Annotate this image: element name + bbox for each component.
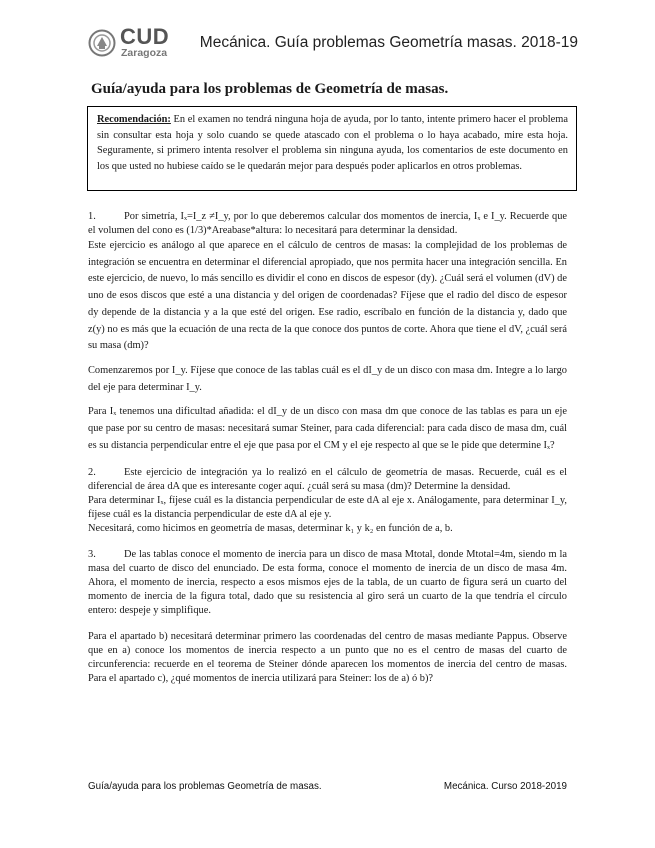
logo-subtitle: Zaragoza	[121, 47, 168, 59]
recommendation-box	[87, 106, 577, 191]
problem-2-intro	[88, 466, 567, 494]
problem-1-paragraph: Este ejercicio es análogo al que aparece en el cálculo de centros de masas: la complejidad de los problemas de integración se encuentra en determinar el diferencial apropiado, que nos permita hacer una integración sencilla. En este ejercicio, de nuevo, lo más sencillo es dividir el cono en discos de espesor (dy). ¿Cuál será el volumen (dV) de uno de esos discos que esté a una distancia y del origen de coordenadas? Fíjese que el radio del disco de espesor dy depende de la distancia y a la que esté del origen. Ese radio, escríbalo en función de la distancia y, dado que z(y) no es más que la ecuación de una recta de la que conoce dos puntos de corte. Ahora que tiene el dV, ¿cuál será su masa (dm)?	[88, 240, 567, 352]
problem-1-intro-text: Por simetría, Iₓ=I_z ≠I_y, por lo que deberemos calcular dos momentos de inercia, Iₓ e I_y. Recuerde que el volumen del cono es (1/3)*Areabase*altura: lo necesitará para determinar la densidad.	[88, 211, 567, 236]
problem-3-intro	[88, 548, 567, 618]
document-body	[88, 210, 567, 686]
university-seal-icon	[88, 29, 116, 57]
problem-number: 3.	[88, 549, 96, 561]
recommendation-text: En el examen no tendrá ninguna hoja de ayuda, por lo tanto, intente primero hacer el problema sin consultar esta hoja y solo cuando se quede atascado con el problema o lo haya acabado, mire esta hoja. Seguramente, si primero intenta resolver el problema sin ninguna ayuda, los comentarios de este documento en los que usted no hubiese caído se le quedarán mejor para después poder aplicarlos en otros problemas.	[97, 114, 568, 172]
problem-1-paragraph: Comenzaremos por I_y. Fíjese que conoce de las tablas cuál es el dI_y de un disco con masa dm. Integre a lo largo del eje para determinar I_y.	[88, 364, 567, 393]
problem-2-line: Para determinar Iₓ, fíjese cuál es la distancia perpendicular de este dA al eje x. Análogamente, para determinar I_y, fíjese cuál es la distancia perpendicular de este dA al eje y.	[88, 495, 567, 521]
problem-2-line: Necesitará, como hicimos en geometría de masas, determinar k₁ y k₂ en función de a, b.	[88, 523, 453, 535]
recommendation-label: Recomendación:	[97, 114, 171, 125]
cud-logo	[88, 26, 178, 62]
page-header	[88, 26, 578, 62]
problem-3-intro-text: De las tablas conoce el momento de inercia para un disco de masa Mtotal, donde Mtotal=4m, siendo m la masa del cuarto de disco del enunciado. De esta forma, conoce el momento de inercia de un disco de masa 4m. Ahora, el momento de inercia, respecto a esos mismos ejes de la tabla, de un cuarto de figura será un cuarto del momento de inercia de la figura total, dado que su resistencia al giro será un cuarto de la que tendría el círculo entero: despeje y simplifique.	[88, 549, 567, 617]
problem-2-intro-text: Este ejercicio de integración ya lo realizó en el cálculo de geometría de masas. Recuerde, cuál es el diferencial de área dA que es interesante coger aquí. ¿cuál será su masa (dm)? Determine la densidad.	[88, 467, 567, 493]
problem-number: 1.	[88, 211, 96, 222]
problem-3-paragraph: Para el apartado b) necesitará determinar primero las coordenadas del centro de masas mediante Pappus. Observe que en a) conoce los momentos de inercia respecto a un punto que no es el centro de masas del cuarto de circunferencia: recuerde en el teorema de Steiner dónde aparecen los momentos de inercia del centro de masas. Para el apartado c), ¿qué momentos de inercia utilizará para Steiner: los de a) ó b)?	[88, 631, 567, 685]
logo-wordmark: CUD	[120, 24, 170, 49]
problem-1-paragraph: Para Iₓ tenemos una dificultad añadida: el dI_y de un disco con masa dm que conoce de las tablas es para un eje que pase por su centro de masas: necesitará sumar Steiner, para cada diferencial: para cada disco de masa dm, cuál es su distancia perpendicular entre el eje que pasa por el CM y el eje respecto al que se le pide que determine Iₓ?	[88, 406, 567, 451]
problem-number: 2.	[88, 467, 96, 479]
header-title: Mecánica. Guía problemas Geometría masas. 2018-19	[199, 34, 578, 51]
footer-left: Guía/ayuda para los problemas Geometría de masas.	[88, 781, 322, 792]
footer-right: Mecánica. Curso 2018-2019	[443, 781, 567, 792]
page-title: Guía/ayuda para los problemas de Geometría de masas.	[91, 81, 449, 97]
problem-1-intro	[88, 210, 567, 238]
